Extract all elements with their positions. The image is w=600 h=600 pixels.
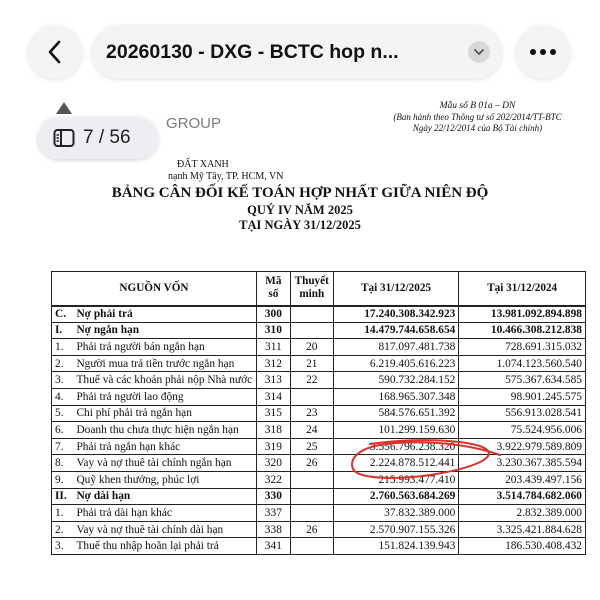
row-value-2025: 37.832.389.000 xyxy=(333,505,459,522)
row-name: Nợ dài hạn xyxy=(73,488,256,505)
row-code: 319 xyxy=(256,438,290,455)
row-value-2024: 575.367.634.585 xyxy=(459,372,586,389)
row-value-2024: 3.514.784.682.060 xyxy=(459,488,586,505)
row-note: 23 xyxy=(290,405,333,422)
company-logo xyxy=(56,102,72,114)
row-value-2024: 203.439.497.156 xyxy=(459,471,586,488)
row-note xyxy=(290,388,333,405)
row-note: 25 xyxy=(290,438,333,455)
row-index: I. xyxy=(52,322,74,339)
row-note: 21 xyxy=(290,355,333,372)
row-value-2025: 817.097.481.738 xyxy=(333,339,459,356)
row-name: Người mua trả tiền trước ngắn hạn xyxy=(73,355,256,372)
row-code: 310 xyxy=(256,322,290,339)
company-name-fragment: ĐẤT XANH xyxy=(177,159,229,170)
row-code: 341 xyxy=(256,538,290,555)
row-value-2025: 17.240.308.342.923 xyxy=(333,306,459,323)
row-value-2025: 6.219.405.616.223 xyxy=(333,355,459,372)
row-name: Thuế và các khoản phải nộp Nhà nước xyxy=(73,372,256,389)
table-row xyxy=(52,505,586,522)
row-code: 330 xyxy=(256,488,290,505)
row-index: 3. xyxy=(52,372,74,389)
form-reference xyxy=(360,101,595,134)
row-code: 338 xyxy=(256,521,290,538)
row-value-2025: 2.224.878.512.441 xyxy=(333,455,459,472)
table-row xyxy=(52,405,586,422)
row-code: 300 xyxy=(256,306,290,323)
table-row xyxy=(52,521,586,538)
row-value-2024: 98.901.245.575 xyxy=(459,388,586,405)
header-source: NGUỒN VỐN xyxy=(52,272,257,306)
row-value-2025: 168.965.307.348 xyxy=(333,388,459,405)
header-col-2025: Tại 31/12/2025 xyxy=(333,272,459,306)
row-index: 9. xyxy=(52,471,74,488)
more-button[interactable] xyxy=(516,25,570,79)
report-title: BẢNG CÂN ĐỐI KẾ TOÁN HỢP NHẤT GIỮA NIÊN ĐỘ xyxy=(111,185,489,201)
row-value-2025: 2.570.907.155.326 xyxy=(333,521,459,538)
back-button[interactable] xyxy=(28,25,82,79)
row-value-2024: 556.913.028.541 xyxy=(459,405,586,422)
row-name: Vay và nợ thuê tài chính ngắn hạn xyxy=(73,455,256,472)
row-name: Phải trả người bán ngắn hạn xyxy=(73,339,256,356)
row-value-2024: 728.691.315.032 xyxy=(459,339,586,356)
row-index: 8. xyxy=(52,455,74,472)
row-name: Doanh thu chưa thực hiện ngắn hạn xyxy=(73,422,256,439)
table-row xyxy=(52,438,586,455)
row-note xyxy=(290,322,333,339)
row-value-2025: 590.732.284.152 xyxy=(333,372,459,389)
page-counter-text: 7 / 56 xyxy=(83,127,131,148)
row-name: Thuế thu nhập hoãn lại phải trả xyxy=(73,538,256,555)
table-row xyxy=(52,322,586,339)
row-value-2025: 2.760.563.684.269 xyxy=(333,488,459,505)
table-row xyxy=(52,538,586,555)
row-note xyxy=(290,306,333,323)
table-row xyxy=(52,388,586,405)
report-quarter: QUÝ IV NĂM 2025 xyxy=(247,203,353,217)
row-note: 26 xyxy=(290,455,333,472)
row-note: 22 xyxy=(290,372,333,389)
row-code: 311 xyxy=(256,339,290,356)
page-view-icon xyxy=(53,128,75,148)
more-horizontal-icon xyxy=(529,48,557,56)
row-note: 20 xyxy=(290,339,333,356)
row-value-2024: 75.524.956.006 xyxy=(459,422,586,439)
row-code: 318 xyxy=(256,422,290,439)
row-name: Nợ phải trả xyxy=(73,306,256,323)
row-name: Phải trả ngắn hạn khác xyxy=(73,438,256,455)
row-name: Quỹ khen thưởng, phúc lợi xyxy=(73,471,256,488)
row-code: 313 xyxy=(256,372,290,389)
row-name: Phải trả người lao động xyxy=(73,388,256,405)
form-circular: (Ban hành theo Thông tư số 202/2014/TT-BTC xyxy=(393,112,562,122)
row-code: 312 xyxy=(256,355,290,372)
row-name: Nợ ngắn hạn xyxy=(73,322,256,339)
balance-sheet-table xyxy=(51,271,586,555)
company-group-label: GROUP xyxy=(166,115,222,132)
row-value-2024: 2.832.389.000 xyxy=(459,505,586,522)
row-index: 2. xyxy=(52,521,74,538)
document-title-button[interactable] xyxy=(92,25,502,79)
row-value-2024: 186.530.408.432 xyxy=(459,538,586,555)
header-note: Thuyết minh xyxy=(290,272,333,306)
table-row xyxy=(52,422,586,439)
row-value-2025: 215.993.477.410 xyxy=(333,471,459,488)
app-top-bar xyxy=(0,0,600,100)
row-code: 315 xyxy=(256,405,290,422)
row-value-2025: 14.479.744.658.654 xyxy=(333,322,459,339)
row-value-2025: 151.824.139.943 xyxy=(333,538,459,555)
row-value-2024: 3.230.367.385.594 xyxy=(459,455,586,472)
row-value-2025: 584.576.651.392 xyxy=(333,405,459,422)
row-value-2025: 101.299.159.630 xyxy=(333,422,459,439)
row-index: 3. xyxy=(52,538,74,555)
chevron-left-icon xyxy=(44,39,66,65)
table-row xyxy=(52,488,586,505)
row-index: 4. xyxy=(52,388,74,405)
row-note xyxy=(290,471,333,488)
row-value-2024: 10.466.308.212.838 xyxy=(459,322,586,339)
form-number: Mẫu số B 01a – DN xyxy=(439,101,516,111)
row-index: 5. xyxy=(52,405,74,422)
row-name: Chi phí phải trả ngắn hạn xyxy=(73,405,256,422)
row-index: 1. xyxy=(52,339,74,356)
row-index: 2. xyxy=(52,355,74,372)
row-code: 320 xyxy=(256,455,290,472)
row-index: C. xyxy=(52,306,74,323)
company-address-fragment: nạnh Mỹ Tây, TP. HCM, VN xyxy=(168,171,284,182)
row-name: Vay và nợ thuê tài chính dài hạn xyxy=(73,521,256,538)
row-value-2025: 3.556.796.238.320 xyxy=(333,438,459,455)
row-note xyxy=(290,538,333,555)
row-index: 7. xyxy=(52,438,74,455)
document-page xyxy=(0,96,600,600)
row-name: Phải trả dài hạn khác xyxy=(73,505,256,522)
row-note xyxy=(290,505,333,522)
row-note: 26 xyxy=(290,521,333,538)
header-code: Mã số xyxy=(256,272,290,306)
row-value-2024: 3.325.421.884.628 xyxy=(459,521,586,538)
row-note: 24 xyxy=(290,422,333,439)
table-row xyxy=(52,306,586,323)
row-index: 1. xyxy=(52,505,74,522)
page-counter[interactable] xyxy=(38,117,158,159)
chevron-down-icon[interactable] xyxy=(468,41,490,63)
document-title: 20260130 - DXG - BCTC hop n... xyxy=(106,40,399,63)
row-index: 6. xyxy=(52,422,74,439)
row-value-2024: 13.981.092.894.898 xyxy=(459,306,586,323)
report-date: TẠI NGÀY 31/12/2025 xyxy=(239,218,361,232)
row-index: II. xyxy=(52,488,74,505)
form-date: Ngày 22/12/2014 của Bộ Tài chính) xyxy=(412,123,543,133)
table-row xyxy=(52,339,586,356)
table-row xyxy=(52,372,586,389)
header-col-2024: Tại 31/12/2024 xyxy=(459,272,586,306)
table-row xyxy=(52,471,586,488)
row-code: 314 xyxy=(256,388,290,405)
row-code: 322 xyxy=(256,471,290,488)
table-row xyxy=(52,455,586,472)
table-row xyxy=(52,355,586,372)
row-code: 337 xyxy=(256,505,290,522)
row-value-2024: 1.074.123.560.540 xyxy=(459,355,586,372)
row-note xyxy=(290,488,333,505)
row-value-2024: 3.922.979.589.809 xyxy=(459,438,586,455)
